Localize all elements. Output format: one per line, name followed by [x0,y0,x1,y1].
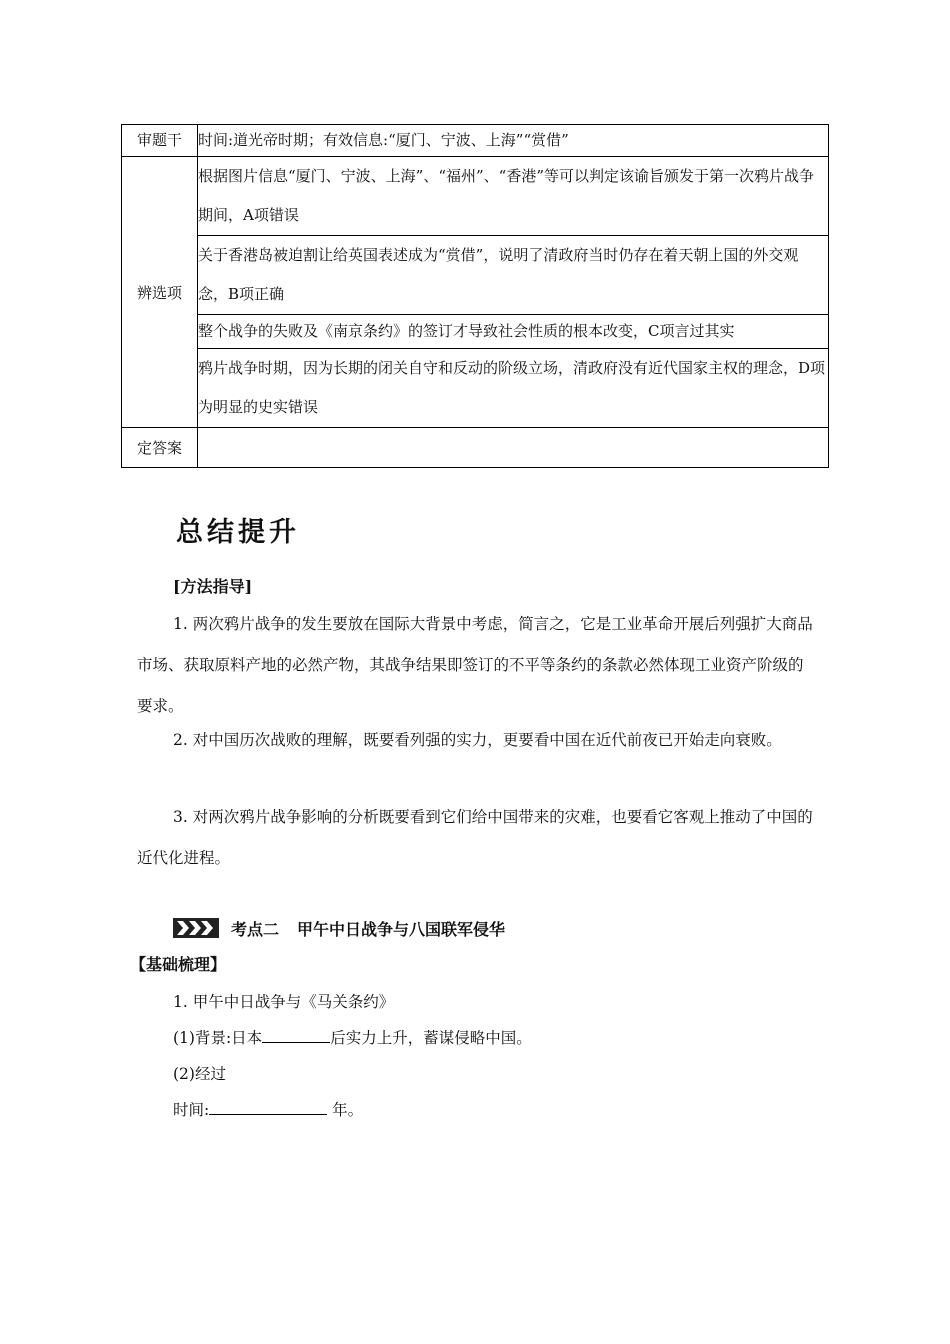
row-label: 审题干 [122,125,198,157]
answer-cell [198,428,829,468]
summary-point-1: 1. 两次鸦片战争的发生要放在国际大背景中考虑，简言之，它是工业革命开展后列强扩大商品市场、获取原料产地的必然产物，其战争结果即签订的不平等条约的条款必然体现工业资产阶级的要求。 [137,615,813,715]
method-heading: [方法指导] [173,577,253,596]
time-blank[interactable] [209,1099,327,1115]
table-row [122,236,829,315]
summary-point-2: 2. 对中国历次战败的理解，既要看列强的实力，更要看中国在近代前夜已开始走向衰败。 [173,731,782,749]
basics-item-1: 1. 甲午中日战争与《马关条约》 [173,993,395,1011]
table-row [122,315,829,349]
option-c-analysis: 整个战争的失败及《南京条约》的签订才导致社会性质的根本改变，C项言过其实 [198,315,829,349]
background-line [173,1026,532,1048]
background-blank[interactable] [262,1027,330,1043]
time-prefix: 时间: [173,1101,210,1119]
summary-point-3: 3. 对两次鸦片战争影响的分析既要看到它们给中国带来的灾难，也要看它客观上推动了中国的近代化进程。 [137,808,813,867]
option-b-analysis: 关于香港岛被迫割让给英国表述成为“赏借”，说明了清政府当时仍存在着天朝上国的外交观念，B项正确 [198,236,829,315]
row-content: 时间:道光帝时期；有效信息:“厦门、宁波、上海”“赏借” [198,125,829,157]
row-label: 辨选项 [122,157,198,428]
table-row [122,157,829,236]
basics-heading: 【基础梳理】 [130,955,227,974]
time-line [173,1098,363,1120]
keypoint-title: 甲午中日战争与八国联军侵华 [297,919,506,939]
table-row [122,349,829,428]
background-suffix: 后实力上升，蓄谋侵略中国。 [330,1029,532,1047]
table-row [122,428,829,468]
background-prefix: (1)背景:日本 [173,1029,263,1047]
option-a-analysis: 根据图片信息“厦门、宁波、上海”、“福州”、“香港”等可以判定该谕旨颁发于第一次鸦片战争期间，A项错误 [198,157,829,236]
keypoint-label: 考点二 [231,919,280,939]
section-title: 总结提升 [176,517,300,548]
analysis-table [121,124,829,468]
option-d-analysis: 鸦片战争时期，因为长期的闭关自守和反动的阶级立场，清政府没有近代国家主权的理念，D项为明显的史实错误 [198,349,829,428]
keypoint-header [173,916,505,940]
time-suffix: 年。 [332,1101,364,1119]
triple-chevron-icon [173,918,219,938]
table-row [122,125,829,157]
process-heading: (2)经过 [173,1065,226,1083]
row-label: 定答案 [122,428,198,468]
